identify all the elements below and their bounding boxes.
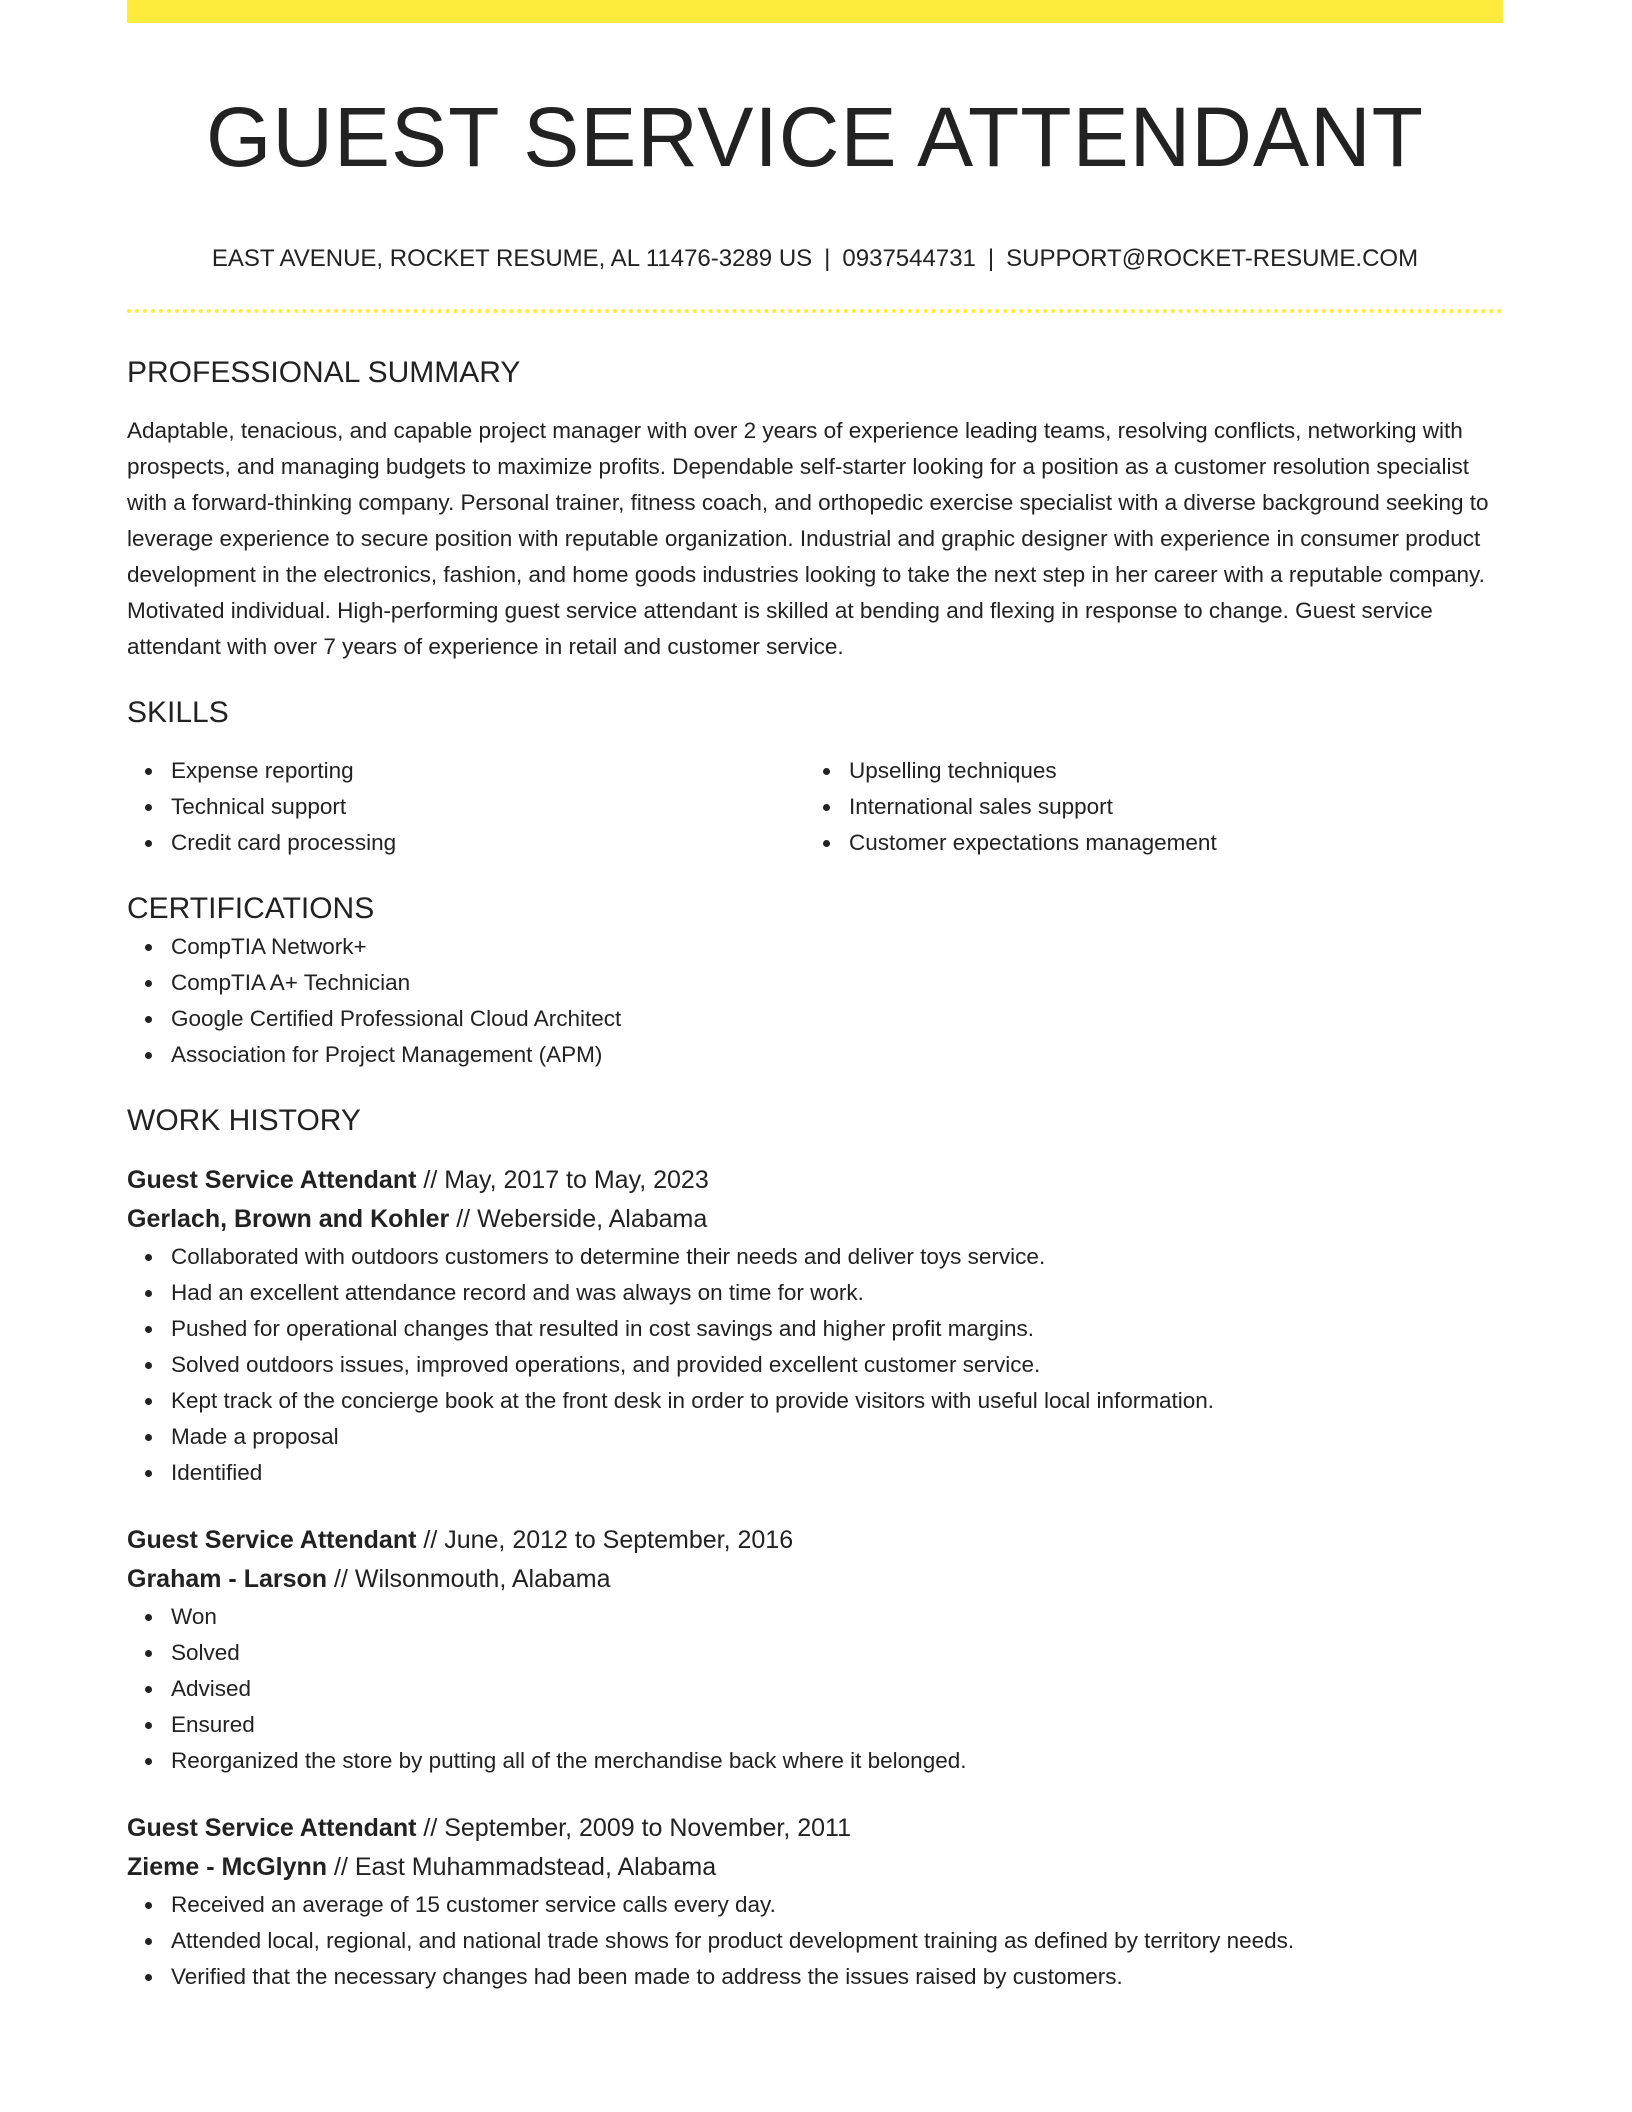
skills-heading: SKILLS <box>127 696 229 729</box>
contact-separator: | <box>987 245 995 272</box>
job-role: Guest Service Attendant <box>127 1814 417 1842</box>
job-duty: Attended local, regional, and national trade shows for product development training as defined by territory needs. <box>171 1923 1503 1959</box>
job-company-line <box>127 1848 1503 1887</box>
job-duty: Ensured <box>171 1707 1503 1743</box>
job-location: // East Muhammadstead, Alabama <box>327 1853 717 1881</box>
job-role: Guest Service Attendant <box>127 1526 417 1554</box>
contact-separator: | <box>824 245 831 272</box>
job-duty: Advised <box>171 1671 1503 1707</box>
job-duty: Identified <box>171 1455 1503 1491</box>
job-duties-list <box>127 1887 1503 1995</box>
job-duty: Collaborated with outdoors customers to determine their needs and deliver toys service. <box>171 1239 1503 1275</box>
resume-name: GUEST SERVICE ATTENDANT <box>206 90 1424 184</box>
certification-item: Association for Project Management (APM) <box>171 1037 1503 1073</box>
skills-column-left <box>127 753 805 861</box>
skills-list-left <box>127 753 805 861</box>
certification-item: CompTIA A+ Technician <box>171 965 1503 1001</box>
skill-item: Expense reporting <box>171 753 805 789</box>
job-duty: Verified that the necessary changes had been made to address the issues raised by customers. <box>171 1959 1503 1995</box>
job-dates: // June, 2012 to September, 2016 <box>416 1526 794 1554</box>
contact-address: EAST AVENUE, ROCKET RESUME, AL 11476-3289 US <box>211 245 813 272</box>
job-entry <box>127 1161 1503 1491</box>
job-company: Graham - Larson <box>127 1565 328 1593</box>
job-entry <box>127 1521 1503 1779</box>
job-dates: // May, 2017 to May, 2023 <box>416 1166 709 1194</box>
job-location: // Weberside, Alabama <box>449 1205 708 1233</box>
skills-column-right <box>805 753 1483 861</box>
job-company: Zieme - McGlynn <box>127 1853 328 1881</box>
skill-item: Technical support <box>171 789 805 825</box>
skill-item: International sales support <box>849 789 1483 825</box>
job-company-line <box>127 1200 1503 1239</box>
skills-grid <box>127 753 1503 861</box>
job-duty: Made a proposal <box>171 1419 1503 1455</box>
contact-phone: 0937544731 <box>842 245 976 272</box>
skill-item: Upselling techniques <box>849 753 1483 789</box>
contact-email: SUPPORT@ROCKET-RESUME.COM <box>1006 245 1419 272</box>
certification-item: Google Certified Professional Cloud Architect <box>171 1001 1503 1037</box>
summary-text: Adaptable, tenacious, and capable project manager with over 2 years of experience leading teams, resolving conflicts, networking with prospects, and managing budgets to maximize profits. Dependable self-starter looking for a position as a customer resolution specialist with a forward-thinking company. Personal trainer, fitness coach, and orthopedic exercise specialist with a diverse background seeking to leverage experience to secure position with reputable organization. Industrial and graphic designer with experience in consumer product development in the electronics, fashion, and home goods industries looking to take the next step in her career with a reputable company. Motivated individual. High-performing guest service attendant is skilled at bending and flexing in response to change. Guest service attendant with over 7 years of experience in retail and customer service. <box>127 418 1489 659</box>
job-duties-list <box>127 1599 1503 1779</box>
resume-page <box>127 0 1503 1995</box>
job-title-line <box>127 1809 1503 1848</box>
job-duty: Had an excellent attendance record and was always on time for work. <box>171 1275 1503 1311</box>
job-dates: // September, 2009 to November, 2011 <box>416 1814 851 1842</box>
job-title-line <box>127 1521 1503 1560</box>
job-duty: Won <box>171 1599 1503 1635</box>
job-location: // Wilsonmouth, Alabama <box>327 1565 611 1593</box>
top-accent-bar <box>127 0 1503 23</box>
certifications-list <box>127 929 1503 1073</box>
header-divider <box>127 309 1503 313</box>
job-duty: Pushed for operational changes that resulted in cost savings and higher profit margins. <box>171 1311 1503 1347</box>
contact-line <box>127 243 1503 275</box>
work-history-heading: WORK HISTORY <box>127 1104 361 1137</box>
job-duty: Reorganized the store by putting all of the merchandise back where it belonged. <box>171 1743 1503 1779</box>
skill-item: Credit card processing <box>171 825 805 861</box>
certification-item: CompTIA Network+ <box>171 929 1503 965</box>
skills-list-right <box>805 753 1483 861</box>
job-title-line <box>127 1161 1503 1200</box>
summary-heading: PROFESSIONAL SUMMARY <box>127 356 521 389</box>
job-entry <box>127 1809 1503 1995</box>
job-duty: Kept track of the concierge book at the front desk in order to provide visitors with useful local information. <box>171 1383 1503 1419</box>
job-role: Guest Service Attendant <box>127 1166 417 1194</box>
job-company-line <box>127 1560 1503 1599</box>
job-duty: Solved <box>171 1635 1503 1671</box>
certifications-heading: CERTIFICATIONS <box>127 892 375 925</box>
skill-item: Customer expectations management <box>849 825 1483 861</box>
job-duties-list <box>127 1239 1503 1491</box>
job-duty: Solved outdoors issues, improved operations, and provided excellent customer service. <box>171 1347 1503 1383</box>
job-duty: Received an average of 15 customer service calls every day. <box>171 1887 1503 1923</box>
job-company: Gerlach, Brown and Kohler <box>127 1205 450 1233</box>
